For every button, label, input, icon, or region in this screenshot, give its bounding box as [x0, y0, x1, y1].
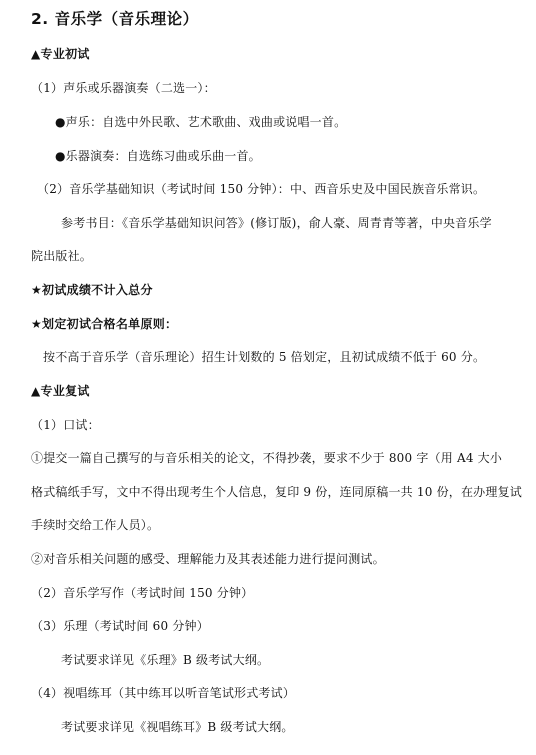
reference-book-line-1: 参考书目：《音乐学基础知识问答》(修订版)，俞人豪、周青青等著，中央音乐学	[61, 216, 492, 230]
bullet-vocal: ●声乐：自选中外民歌、艺术歌曲、戏曲或说唱一首。	[55, 115, 347, 129]
oral-requirement-1-line-3: 手续时交给工作人员）。	[31, 518, 160, 532]
item-solfege: （4）视唱练耳（其中练耳以听音笔试形式考试）	[31, 686, 296, 700]
qualification-rule: 按不高于音乐学（音乐理论）招生计划数的 5 倍划定，且初试成绩不低于 60 分。	[43, 350, 486, 364]
retest-heading: ▲专业复试	[31, 384, 90, 398]
reference-book-line-2: 院出版社。	[31, 249, 93, 263]
section-title: 2. 音乐学（音乐理论）	[31, 10, 199, 28]
item-music-theory: （3）乐理（考试时间 60 分钟）	[31, 619, 209, 633]
oral-requirement-1-line-2: 格式稿纸手写，文中不得出现考生个人信息，复印 9 份，连同原稿一共 10 份，在办理复试	[31, 485, 522, 499]
bullet-instrument: ●乐器演奏：自选练习曲或乐曲一首。	[55, 149, 261, 163]
prelim-heading: ▲专业初试	[31, 47, 90, 61]
note-qualification-principle: ★划定初试合格名单原则：	[31, 317, 178, 331]
oral-requirement-1-line-1: ①提交一篇自己撰写的与音乐相关的论文，不得抄袭，要求不少于 800 字（用 A4 大小	[31, 451, 503, 465]
item-writing: （2）音乐学写作（考试时间 150 分钟）	[31, 586, 254, 600]
item-oral: （1）口试：	[31, 418, 100, 432]
note-not-counted: ★初试成绩不计入总分	[31, 283, 153, 297]
music-theory-requirement: 考试要求详见《乐理》B 级考试大纲。	[61, 653, 270, 667]
item-2-basic-knowledge: （2）音乐学基础知识（考试时间 150 分钟）：中、西音乐史及中国民族音乐常识。	[37, 182, 486, 196]
solfege-requirement: 考试要求详见《视唱练耳》B 级考试大纲。	[61, 720, 294, 734]
oral-requirement-2: ②对音乐相关问题的感受、理解能力及其表述能力进行提问测试。	[31, 552, 385, 566]
item-1-vocal-or-instrument: （1）声乐或乐器演奏（二选一）：	[31, 81, 216, 95]
